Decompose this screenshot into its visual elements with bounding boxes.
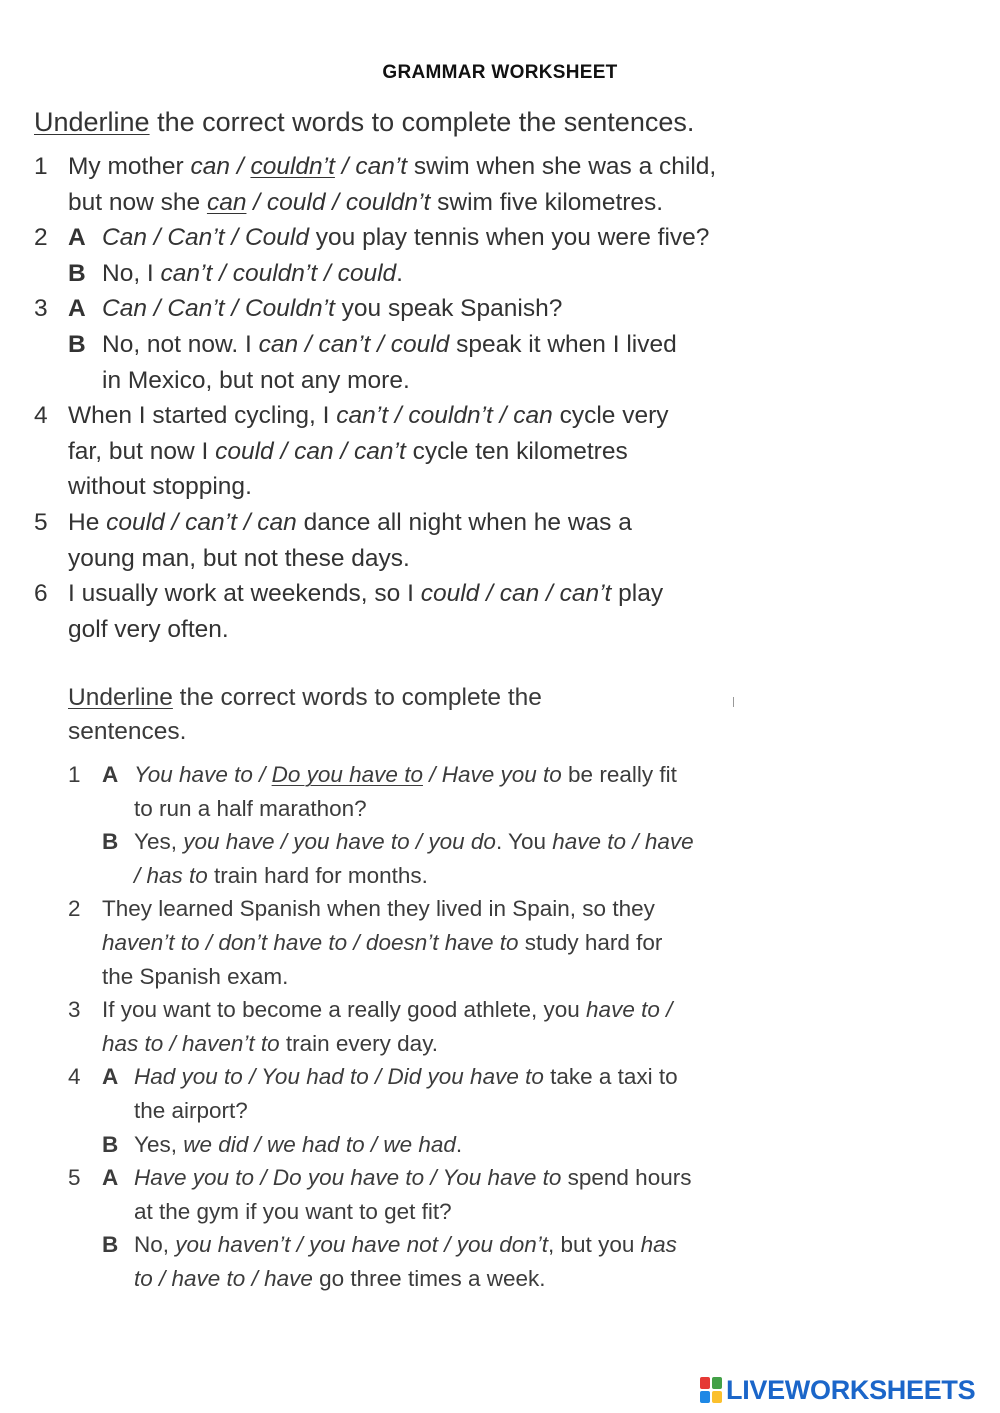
- sentence-line: [68, 505, 754, 541]
- instruction-line: [68, 681, 758, 715]
- sentence-text: the correct words to complete the: [172, 684, 542, 711]
- answer-options[interactable]: couldn’t: [250, 153, 335, 180]
- logo-grid-cell: [700, 1377, 710, 1389]
- question-number: 3: [68, 997, 81, 1023]
- sentence-text: you speak Spanish?: [334, 295, 563, 323]
- question-item: [34, 149, 754, 220]
- speaker-label: B: [102, 1232, 119, 1258]
- sentence-text: golf very often.: [68, 615, 229, 643]
- answer-options[interactable]: / could / couldn’t: [246, 188, 431, 216]
- answer-options[interactable]: have to /: [586, 997, 673, 1023]
- sentence-text: dance all night when he was a: [296, 508, 632, 536]
- sentence-text: .: [455, 1131, 463, 1157]
- sentence-line: [134, 1128, 758, 1162]
- sentence-line: [134, 1094, 758, 1128]
- question-item: [68, 892, 758, 993]
- question-number: 4: [34, 402, 48, 430]
- sentence-text: I usually work at weekends, so I: [68, 580, 421, 608]
- exercise-have-to: [68, 681, 758, 1296]
- sentence-text: . You: [495, 829, 553, 855]
- question-item: [34, 398, 754, 505]
- sentence-text: Yes,: [134, 829, 184, 855]
- question-item: [68, 1161, 758, 1228]
- sentence-line: [134, 1060, 758, 1094]
- sentence-text: the Spanish exam.: [102, 963, 289, 989]
- answer-options[interactable]: to / have to / have: [134, 1265, 313, 1291]
- question-item: [68, 1128, 758, 1162]
- sentence-text: go three times a week.: [312, 1265, 546, 1291]
- speaker-label: A: [68, 295, 86, 323]
- question-number: 6: [34, 580, 48, 608]
- sentence-text: be really fit: [561, 762, 677, 787]
- sentence-line: [134, 1195, 758, 1229]
- sentence-text: you play tennis when you were five?: [309, 224, 710, 252]
- speaker-label: A: [68, 224, 86, 252]
- logo-grid-cell: [712, 1377, 722, 1389]
- question-item: [68, 993, 758, 1060]
- answer-options[interactable]: you have / you have to / you do: [183, 829, 496, 855]
- answer-options[interactable]: could / can / can’t: [420, 580, 612, 608]
- answer-options[interactable]: Can / Can’t / Could: [102, 224, 309, 252]
- sentence-text: young man, but not these days.: [68, 544, 410, 572]
- sentence-text: swim five kilometres.: [430, 188, 664, 216]
- sentence-text: train every day.: [279, 1030, 439, 1056]
- sentence-text: No,: [134, 1232, 176, 1258]
- sentence-text: My mother: [68, 153, 191, 180]
- answer-options[interactable]: we did / we had to / we had: [183, 1131, 456, 1157]
- instruction-2: [68, 681, 758, 749]
- sentence-text: Underline: [68, 684, 173, 711]
- answer-options[interactable]: / can’t: [334, 153, 408, 180]
- sentence-line: [68, 149, 754, 185]
- question-number: 5: [68, 1165, 81, 1191]
- question-item: [34, 291, 754, 327]
- question-item: [68, 1060, 758, 1127]
- answer-options[interactable]: has: [640, 1232, 677, 1258]
- sentence-line: [134, 825, 758, 859]
- answer-options[interactable]: could / can / can’t: [215, 437, 406, 465]
- sentence-line: [102, 291, 754, 327]
- sentence-line: [102, 892, 758, 926]
- sentence-line: [68, 185, 754, 221]
- exercise-can-could: [34, 104, 754, 647]
- sentence-line: [134, 1228, 758, 1262]
- sentence-text: If you want to become a really good athlete, you: [102, 997, 587, 1023]
- liveworksheets-logo[interactable]: [700, 1375, 975, 1405]
- speaker-label: B: [102, 1131, 119, 1157]
- answer-options[interactable]: could / can’t / can: [106, 508, 297, 536]
- answer-options[interactable]: Do you have to: [271, 762, 423, 787]
- question-item: [68, 758, 758, 825]
- sentence-text: to run a half marathon?: [134, 795, 367, 821]
- sentence-line: [68, 541, 754, 577]
- question-number: 1: [68, 762, 81, 787]
- answer-options[interactable]: / Have you to: [422, 762, 562, 787]
- answer-options[interactable]: can: [206, 188, 247, 216]
- answer-options[interactable]: can /: [190, 153, 251, 180]
- sentence-text: When I started cycling, I: [68, 402, 337, 430]
- sentence-line: [102, 220, 754, 256]
- sentence-text: at the gym if you want to get fit?: [134, 1198, 452, 1224]
- question-item: [34, 327, 754, 398]
- instruction-1: [34, 104, 754, 140]
- sentence-line: [102, 1027, 758, 1061]
- sentence-text: far, but now I: [68, 437, 216, 465]
- answer-options[interactable]: can’t / couldn’t / could: [160, 259, 397, 287]
- sentence-line: [68, 612, 754, 648]
- instruction-line: [68, 715, 758, 749]
- sentence-line: [102, 363, 754, 399]
- question-item: [34, 220, 754, 256]
- sentence-line: [68, 576, 754, 612]
- question-number: 5: [34, 508, 48, 536]
- sentence-line: [134, 1262, 758, 1296]
- logo-grid-icon: [700, 1377, 722, 1403]
- sentence-line: [134, 758, 758, 792]
- sentence-text: without stopping.: [68, 473, 252, 501]
- sentence-text: sentences.: [68, 718, 187, 745]
- sentence-text: They learned Spanish when they lived in Spain, so they: [102, 896, 655, 922]
- sentence-line: [134, 1161, 758, 1195]
- question-list-2: [68, 758, 758, 1296]
- question-number: 4: [68, 1064, 81, 1090]
- question-item: [34, 256, 754, 292]
- sentence-text: Yes,: [134, 1131, 184, 1157]
- speaker-label: B: [68, 330, 86, 358]
- question-number: 2: [34, 224, 48, 252]
- question-number: 2: [68, 896, 81, 922]
- sentence-line: [68, 434, 754, 470]
- sentence-text: No, not now. I: [102, 330, 259, 358]
- sentence-line: [102, 926, 758, 960]
- question-number: 3: [34, 295, 48, 323]
- question-item: [68, 825, 758, 892]
- sentence-text: No, I: [102, 259, 161, 287]
- answer-options[interactable]: you haven’t / you have not / you don’t: [175, 1232, 549, 1258]
- answer-options[interactable]: Had you to / You had to / Did you have to: [134, 1064, 544, 1090]
- logo-grid-cell: [712, 1391, 722, 1403]
- sentence-text: He: [68, 508, 107, 536]
- sentence-text: in Mexico, but not any more.: [102, 366, 410, 394]
- speaker-label: A: [102, 1165, 119, 1191]
- sentence-text: spend hours: [561, 1165, 692, 1191]
- sentence-line: [134, 792, 758, 826]
- answer-options[interactable]: can’t / couldn’t / can: [336, 402, 553, 430]
- sentence-line: [102, 256, 754, 292]
- sentence-text: train hard for months.: [207, 862, 428, 888]
- sentence-line: [102, 960, 758, 994]
- sentence-text: cycle ten kilometres: [405, 437, 628, 465]
- logo-grid-cell: [700, 1391, 710, 1403]
- sentence-text: swim when she was a child,: [407, 153, 717, 180]
- sentence-text: but now she: [68, 188, 207, 216]
- question-list-1: [34, 149, 754, 647]
- answer-options[interactable]: haven’t to / don’t have to / doesn’t have to: [102, 929, 519, 955]
- speaker-label: B: [68, 259, 86, 287]
- answer-options[interactable]: has to / haven’t to: [102, 1030, 280, 1056]
- answer-options[interactable]: Can / Can’t / Couldn’t: [102, 295, 335, 323]
- sentence-text: study hard for: [518, 929, 663, 955]
- question-item: [34, 576, 754, 647]
- answer-options[interactable]: You have to /: [134, 762, 272, 787]
- sentence-line: [68, 469, 754, 505]
- question-item: [68, 1228, 758, 1295]
- sentence-line: [134, 859, 758, 893]
- answer-options[interactable]: / has to: [134, 862, 208, 888]
- sentence-line: [68, 398, 754, 434]
- answer-options[interactable]: Have you to / Do you have to / You have to: [134, 1165, 562, 1191]
- sentence-text: take a taxi to: [543, 1064, 678, 1090]
- instruction-text: the correct words to complete the sentences.: [149, 107, 695, 137]
- sentence-line: [102, 327, 754, 363]
- sentence-text: the airport?: [134, 1097, 248, 1123]
- speaker-label: B: [102, 829, 119, 855]
- speaker-label: A: [102, 1064, 119, 1090]
- question-number: 1: [34, 153, 48, 180]
- sentence-text: speak it when I lived: [449, 330, 677, 358]
- answer-options[interactable]: can / can’t / could: [258, 330, 450, 358]
- sentence-line: [102, 993, 758, 1027]
- question-item: [34, 505, 754, 576]
- speaker-label: A: [102, 762, 119, 787]
- answer-options[interactable]: have to / have: [552, 829, 694, 855]
- logo-text: LIVEWORKSHEETS: [726, 1374, 976, 1405]
- sentence-text: , but you: [548, 1232, 641, 1258]
- instruction-underlined-word: Underline: [34, 107, 150, 137]
- sentence-text: play: [611, 580, 664, 608]
- sentence-text: .: [396, 259, 403, 287]
- page-title: GRAMMAR WORKSHEET: [382, 62, 618, 83]
- sentence-text: cycle very: [552, 402, 669, 430]
